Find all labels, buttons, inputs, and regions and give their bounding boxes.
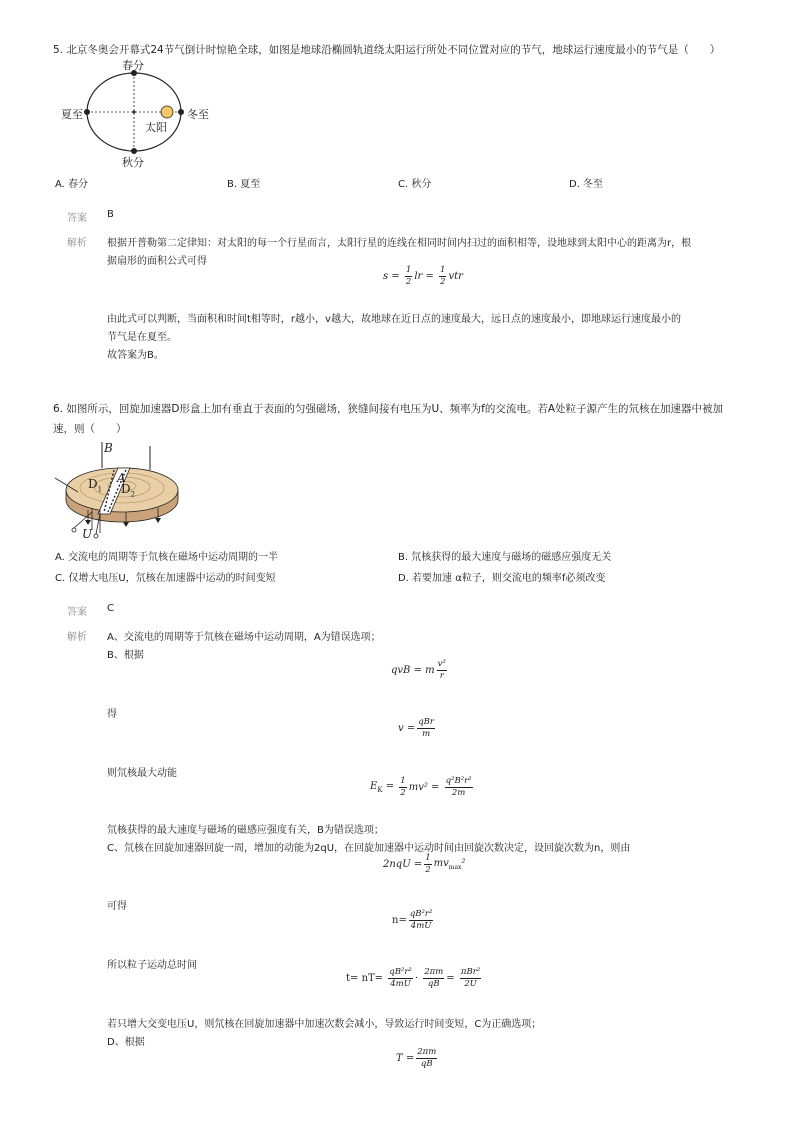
q6-kede: 可得 xyxy=(107,901,127,912)
terminal-right xyxy=(94,534,98,538)
q5-option-b: B. 夏至 xyxy=(227,179,261,190)
label-sun: 太阳 xyxy=(145,121,167,134)
formula-kinetic-energy: $E_K$ = $\frac{1}{2}$ mv² = $\frac{\text{q²B²r²}}{2m}$ xyxy=(370,776,472,798)
q5-analysis-line5: 故答案为B。 xyxy=(107,350,164,361)
q5-analysis-line3: 由此式可以判断，当面积和时间t相等时，r越小，v越大，故地球在近日点的速度最大，远日点的速度最小，即地球运行速度最小的 xyxy=(107,314,681,325)
q5-answer: B xyxy=(107,209,114,220)
label-b-field: B xyxy=(104,441,113,455)
cyclotron-diagram xyxy=(52,438,182,544)
q6-option-b: B. 氘核获得的最大速度与磁场的磁感应强度无关 xyxy=(398,552,612,563)
q6-de: 得 xyxy=(107,709,117,720)
terminal-left xyxy=(72,528,76,532)
q5-stem: 5. 北京冬奥会开幕式24节气倒计时惊艳全球，如图是地球沿椭圆轨道绕太阳运行所处不同位置对应的节气，地球运行速度最小的节气是（ ） xyxy=(53,44,721,56)
q5-option-c: C. 秋分 xyxy=(398,179,432,190)
sun-icon xyxy=(161,106,173,118)
formula-sector-area: s = $\frac{1}{2}$ lr = $\frac{1}{2}$ vtr xyxy=(383,265,463,287)
formula-total-time: t= nT= $\frac{\text{qB²r²}}{4mU}$ · $\frac{2\pi m}{qB}$ = $\frac{\text{πBr²}}{2U}$ xyxy=(346,967,481,989)
q5-analysis-line4: 节气是在夏至。 xyxy=(107,332,177,343)
point-summer xyxy=(84,109,90,115)
label-d1: $D_1$ xyxy=(88,477,103,494)
label-spring: 春分 xyxy=(122,59,144,72)
label-summer: 夏至 xyxy=(61,108,83,121)
q5-answer-label: 答案 xyxy=(67,213,87,224)
q6-b-conclusion: 氘核获得的最大速度与磁场的磁感应强度有关，B为错误选项； xyxy=(107,825,384,836)
q5-analysis-line1: 根据开普勒第二定律知：对太阳的每一个行星而言，太阳行星的连线在相同时间内扫过的面积相等，设地球到太阳中心的距离为r，根 xyxy=(107,238,692,249)
label-d2: $D_2$ xyxy=(121,482,136,499)
q6-c-conclusion: 若只增大交变电压U，则氘核在回旋加速器中加速次数会减小，导致运行时间变短，C为正确选项； xyxy=(107,1019,542,1030)
orbit-center xyxy=(133,111,136,114)
q6-analysis-a: A、交流电的周期等于氘核在磁场中运动周期，A为错误选项； xyxy=(107,632,381,643)
q6-analysis-d: D、根据 xyxy=(107,1037,145,1048)
q6-option-d: D. 若要加速 α粒子，则交流电的频率f必须改变 xyxy=(398,573,606,584)
q5-analysis-label: 解析 xyxy=(67,238,87,249)
label-voltage: U xyxy=(82,527,93,541)
label-winter: 冬至 xyxy=(187,108,209,121)
q6-answer: C xyxy=(107,603,114,614)
q5-option-a: A. 春分 xyxy=(55,179,89,190)
q6-stem-line1: 6. 如图所示，回旋加速器D形盒上加有垂直于表面的匀强磁场，狭缝间接有电压为U、频率为f的交流电。若A处粒子源产生的氘核在加速器中被加 xyxy=(53,403,724,415)
formula-revolutions: n= $\frac{\text{qB²r²}}{4mU}$ xyxy=(392,909,433,931)
q6-stem-line2: 速，则（ ） xyxy=(53,423,127,435)
q5-option-d: D. 冬至 xyxy=(569,179,604,190)
label-autumn: 秋分 xyxy=(122,156,144,169)
q6-time-line: 所以粒子运动总时间 xyxy=(107,960,197,971)
formula-energy-gain: 2nqU = $\frac{1}{2}$ $mv_{max}^2$ xyxy=(383,853,466,875)
q6-analysis-b: B、根据 xyxy=(107,650,144,661)
q6-option-a: A. 交流电的周期等于氘核在磁场中运动周期的一半 xyxy=(55,552,279,563)
q6-analysis-c: C、氘核在回旋加速器回旋一周，增加的动能为2qU，在回旋加速器中运动时间由回旋次数决定，设回旋次数为n，则由 xyxy=(107,843,631,854)
q6-analysis-label: 解析 xyxy=(67,632,87,643)
q6-answer-label: 答案 xyxy=(67,607,87,618)
q5-analysis-line2: 据扇形的面积公式可得 xyxy=(107,256,207,267)
point-winter xyxy=(178,109,184,115)
formula-lorentz: qvB = m $\frac{\text{v²}}{r}$ xyxy=(391,659,446,681)
q6-ek-line: 则氘核最大动能 xyxy=(107,768,177,779)
formula-period: T = $\frac{2\pi m}{qB}$ xyxy=(396,1047,437,1069)
q6-option-c: C. 仅增大电压U，氘核在加速器中运动的时间变短 xyxy=(55,573,276,584)
label-a-source: A xyxy=(117,471,126,485)
formula-velocity: v = $\frac{\text{qBr}}{m}$ xyxy=(398,717,434,739)
